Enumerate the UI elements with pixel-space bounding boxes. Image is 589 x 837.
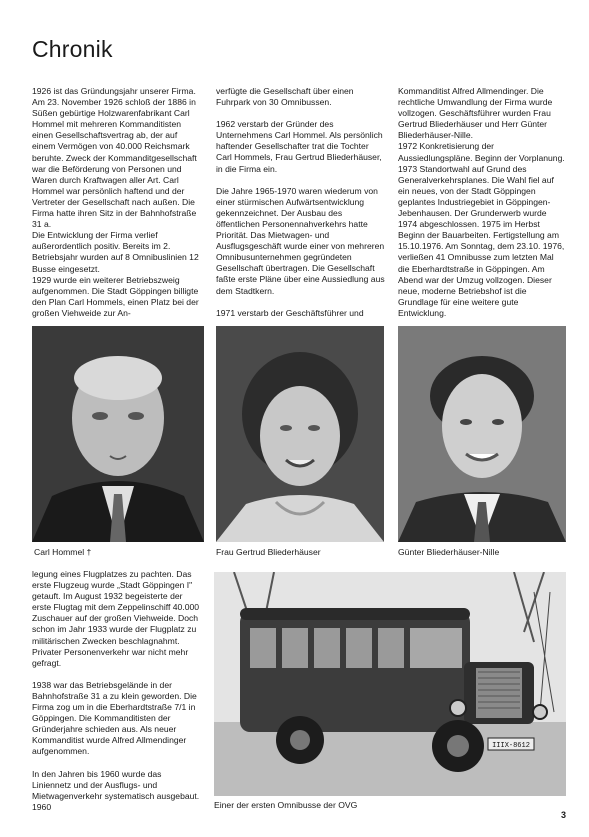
paragraph: 1962 verstarb der Gründer des Unternehmens Carl Hommel. Als persönlich haftender Gesellschafter trat die Tochter Carl Hommels, Frau Gertrud Bliederhäuser, in die Firma ein. bbox=[216, 119, 383, 174]
paragraph: 1938 war das Betriebsgelände in der Bahnhofstraße 31 a zu klein geworden. Die Firma zog um in die Eberhardtstraße 7/1 in Göppingen. Die Kommanditisten der Gründerjahre schieden aus. Als neuer Kommanditist wurde Alfred Allmendinger aufgenommen. bbox=[32, 679, 197, 757]
text-column-2 bbox=[216, 86, 386, 330]
bus-illustration bbox=[214, 572, 566, 796]
paragraph: Kommanditist Alfred Allmendinger. Die rechtliche Umwandlung der Firma wurde vollzogen. Geschäftsführer wurden Frau Gertrud Bliederhäuser und Herr Günter Bliederhäuser-Nille. 1972 Konkretisierung der Aussiedlungspläne. Beginn der Vorplanung. 1973 Standortwahl auf Grund des Generalverkehrsplanes. Die Wahl fiel auf ein neues, von der Stadt Göppingen geplantes Industriegebiet in Göppingen-Jebenhausen. Der Grunderwerb wurde 1974 abgeschlossen. 1975 im Herbst Beginn der Bauarbeiten. Fertigstellung am 15.10.1976. Am Sonntag, dem 23.10. 1976, verließen 41 Omnibusse zum letzten Mal die Eberhardtstraße in Göppingen. Am Abend war der Umzug vollzogen. Dieser neue, moderne Betriebshof ist die Grundlage für eine weitere gute Entwicklung. bbox=[398, 86, 565, 318]
paragraph: legung eines Flugplatzes zu pachten. Das erste Flugzeug wurde „Stadt Göppingen I" getauft. Im August 1932 begeisterte der erste Flugtag mit dem Zeppelinschiff 40.000 Zuschauer auf der großen Viehweide. Doch schon im Jahr 1933 wurde der Flugplatz zu militärischen Zwecken beschlagnahmt. Privater Personenverkehr war nicht mehr gefragt. bbox=[32, 569, 200, 668]
photo-historic-bus bbox=[214, 572, 566, 796]
caption-carl-hommel: Carl Hommel † bbox=[34, 547, 92, 557]
paragraph: 1971 verstarb der Geschäftsführer und bbox=[216, 307, 364, 318]
caption-guenter-bliederhaeuser-nille: Günter Bliederhäuser-Nille bbox=[398, 547, 500, 557]
paragraph: 1926 ist das Gründungsjahr unserer Firma. Am 23. November 1926 schloß der 1886 in Süßen gebürtige Holzwarenfabrikant Carl Hommel mit mehreren Kommanditisten einen Gesellschaftsvertrag ab, der auf einem Vermögen von 40.000 Reichsmark beruhte. Zweck der Kommanditgesellschaft war die Beförderung von Personen und Waren durch Kraftwagen aller Art. Carl Hommel war persönlich haftend und der Vertreter der Gesellschaft nach außen. Die Firma hatte ihren Sitz in der Bahnhofstraße 31 a. Die Entwicklung der Firma verlief außerordentlich positiv. Bereits im 2. Betriebsjahr wurden auf 8 Omnibuslinien 12 Busse eingesetzt. 1929 wurde ein weiterer Betriebszweig aufgenommen. Die Stadt Göppingen billigte den Plan Carl Hommels, einen Platz bei der großen Viehweide zur An- bbox=[32, 86, 199, 318]
caption-gertrud-bliederhaeuser: Frau Gertrud Bliederhäuser bbox=[216, 547, 321, 557]
paragraph: In den Jahren bis 1960 wurde das Liniennetz und der Ausflugs- und Mietwagenverkehr systematisch ausgebaut. 1960 bbox=[32, 768, 200, 812]
page-title: Chronik bbox=[32, 36, 113, 62]
page-number: 3 bbox=[561, 810, 567, 820]
text-column-3 bbox=[398, 86, 566, 330]
portrait-illustration bbox=[216, 326, 384, 542]
paragraph: Die Jahre 1965-1970 waren wiederum von einer stürmischen Aufwärtsentwicklung gekennzeichnet. Der Ausbau des öffentlichen Personennahverkehrs hatte Priorität. Das Mietwagen- und Ausflugsgeschäft wurde einer von mehreren Omnibusunternehmen gegründeten Gesellschaft übertragen. Die Gesellschaft faßte erste Pläne über eine Aussiedlung aus dem Stadtkern. bbox=[216, 185, 385, 296]
portrait-gertrud-bliederhaeuser bbox=[216, 326, 384, 542]
portrait-illustration bbox=[32, 326, 204, 542]
portrait-carl-hommel bbox=[32, 326, 204, 542]
portrait-guenter-bliederhaeuser-nille bbox=[398, 326, 566, 542]
caption-bus: Einer der ersten Omnibusse der OVG bbox=[214, 800, 358, 810]
paragraph: verfügte die Gesellschaft über einen Fuhrpark von 30 Omnibussen. bbox=[216, 86, 354, 108]
portrait-illustration bbox=[398, 326, 566, 542]
text-column-4 bbox=[32, 569, 202, 824]
text-column-1 bbox=[32, 86, 202, 330]
bus-license-plate: IIIX-8612 bbox=[492, 742, 530, 750]
